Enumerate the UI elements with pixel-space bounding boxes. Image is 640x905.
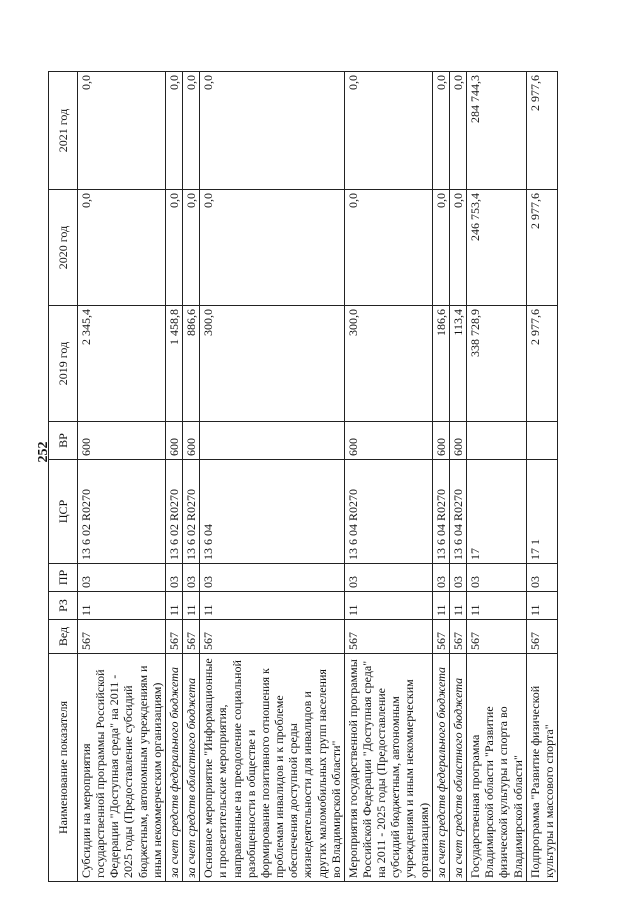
header-vr: ВР (49, 422, 78, 460)
cell-csr: 17 (467, 460, 527, 564)
cell-2020: 0,0 (78, 190, 166, 306)
cell-csr: 13 6 04 (200, 460, 345, 564)
cell-pr: 03 (449, 564, 466, 592)
cell-2019: 886,6 (183, 306, 200, 422)
cell-2019: 338 728,9 (467, 306, 527, 422)
cell-vr: 600 (449, 422, 466, 460)
cell-ved: 567 (183, 620, 200, 654)
cell-2020: 246 753,4 (467, 190, 527, 306)
cell-2020: 0,0 (200, 190, 345, 306)
cell-pr: 03 (78, 564, 166, 592)
cell-pr: 03 (432, 564, 449, 592)
cell-rz: 11 (526, 592, 557, 620)
cell-vr: 600 (432, 422, 449, 460)
cell-name: Основное мероприятие "Информационные и просветительские мероприятия, направленные на преодоление социальной разобщенности в обществе и формирование позитивного отношения к проблемам инвалидов и к проблеме обеспечения доступной среды жизнедеятельности для инвалидов и других маломобильных групп населения во Владимирской области" (200, 654, 345, 882)
cell-pr: 03 (183, 564, 200, 592)
cell-csr: 17 1 (526, 460, 557, 564)
cell-2020: 0,0 (344, 190, 432, 306)
cell-name: Подпрограмма "Развитие физической культуры и массового спорта" (526, 654, 557, 882)
cell-name: за счет средств федерального бюджета (432, 654, 449, 882)
header-name: Наименование показателя (49, 654, 78, 882)
cell-2021: 2 977,6 (526, 72, 557, 190)
cell-name: Субсидии на мероприятия государственной программы Российской Федерации "Доступная среда" на 2011 - 2025 годы (Предоставление субсидий бюджетным, автономным учреждениям и иным некоммерческим организациям) (78, 654, 166, 882)
cell-rz: 11 (432, 592, 449, 620)
cell-rz: 11 (200, 592, 345, 620)
cell-csr: 13 6 02 R0270 (165, 460, 182, 564)
cell-pr: 03 (344, 564, 432, 592)
cell-vr (526, 422, 557, 460)
cell-vr: 600 (165, 422, 182, 460)
cell-vr (467, 422, 527, 460)
cell-rz: 11 (449, 592, 466, 620)
table-header-row (49, 72, 78, 882)
cell-2020: 0,0 (183, 190, 200, 306)
cell-2021: 0,0 (200, 72, 345, 190)
cell-rz: 11 (165, 592, 182, 620)
cell-vr (200, 422, 345, 460)
cell-rz: 11 (467, 592, 527, 620)
table-body (78, 72, 558, 882)
cell-vr: 600 (344, 422, 432, 460)
cell-vr: 600 (78, 422, 166, 460)
cell-ved: 567 (526, 620, 557, 654)
cell-name: Мероприятия государственной программы Российской Федерации "Доступная среда" на 2011 - 2025 годы (Предоставление субсидий бюджетным, автономным учреждениям и иным некоммерческим организациям) (344, 654, 432, 882)
table-row (183, 72, 200, 882)
cell-2021: 0,0 (432, 72, 449, 190)
cell-rz: 11 (344, 592, 432, 620)
cell-csr: 13 6 04 R0270 (344, 460, 432, 564)
cell-2019: 300,0 (344, 306, 432, 422)
cell-2021: 284 744,3 (467, 72, 527, 190)
cell-csr: 13 6 02 R0270 (183, 460, 200, 564)
cell-pr: 03 (200, 564, 345, 592)
cell-name: за счет средств областного бюджета (449, 654, 466, 882)
table-row (467, 72, 527, 882)
cell-ved: 567 (78, 620, 166, 654)
cell-vr: 600 (183, 422, 200, 460)
cell-2019: 113,4 (449, 306, 466, 422)
cell-2021: 0,0 (183, 72, 200, 190)
cell-pr: 03 (467, 564, 527, 592)
page-number: 252 (36, 441, 51, 463)
table-row (449, 72, 466, 882)
table-row (432, 72, 449, 882)
cell-pr: 03 (165, 564, 182, 592)
cell-ved: 567 (449, 620, 466, 654)
cell-ved: 567 (165, 620, 182, 654)
header-csr: ЦСР (49, 460, 78, 564)
cell-name: Государственная программа Владимирской области "Развитие физической культуры и спорта во Владимирской области" (467, 654, 527, 882)
cell-csr: 13 6 04 R0270 (449, 460, 466, 564)
cell-2020: 0,0 (449, 190, 466, 306)
cell-csr: 13 6 04 R0270 (432, 460, 449, 564)
cell-2021: 0,0 (449, 72, 466, 190)
cell-2019: 2 977,6 (526, 306, 557, 422)
cell-2019: 1 458,8 (165, 306, 182, 422)
header-2019: 2019 год (49, 306, 78, 422)
header-2020: 2020 год (49, 190, 78, 306)
header-pr: ПР (49, 564, 78, 592)
table-row (200, 72, 345, 882)
cell-2019: 300,0 (200, 306, 345, 422)
table-row (78, 72, 166, 882)
header-rz: РЗ (49, 592, 78, 620)
table-row (344, 72, 432, 882)
cell-ved: 567 (432, 620, 449, 654)
cell-csr: 13 6 02 R0270 (78, 460, 166, 564)
rotated-table-wrapper (48, 72, 588, 882)
cell-name: за счет средств федерального бюджета (165, 654, 182, 882)
cell-ved: 567 (200, 620, 345, 654)
cell-rz: 11 (78, 592, 166, 620)
cell-2020: 0,0 (432, 190, 449, 306)
cell-ved: 567 (344, 620, 432, 654)
table-row (165, 72, 182, 882)
cell-2020: 2 977,6 (526, 190, 557, 306)
cell-2021: 0,0 (78, 72, 166, 190)
table-row (526, 72, 557, 882)
cell-ved: 567 (467, 620, 527, 654)
cell-name: за счет средств областного бюджета (183, 654, 200, 882)
cell-2021: 0,0 (165, 72, 182, 190)
cell-2019: 186,6 (432, 306, 449, 422)
cell-rz: 11 (183, 592, 200, 620)
header-2021: 2021 год (49, 72, 78, 190)
header-ved: Вед (49, 620, 78, 654)
cell-pr: 03 (526, 564, 557, 592)
cell-2020: 0,0 (165, 190, 182, 306)
budget-table (48, 71, 558, 882)
cell-2021: 0,0 (344, 72, 432, 190)
cell-2019: 2 345,4 (78, 306, 166, 422)
